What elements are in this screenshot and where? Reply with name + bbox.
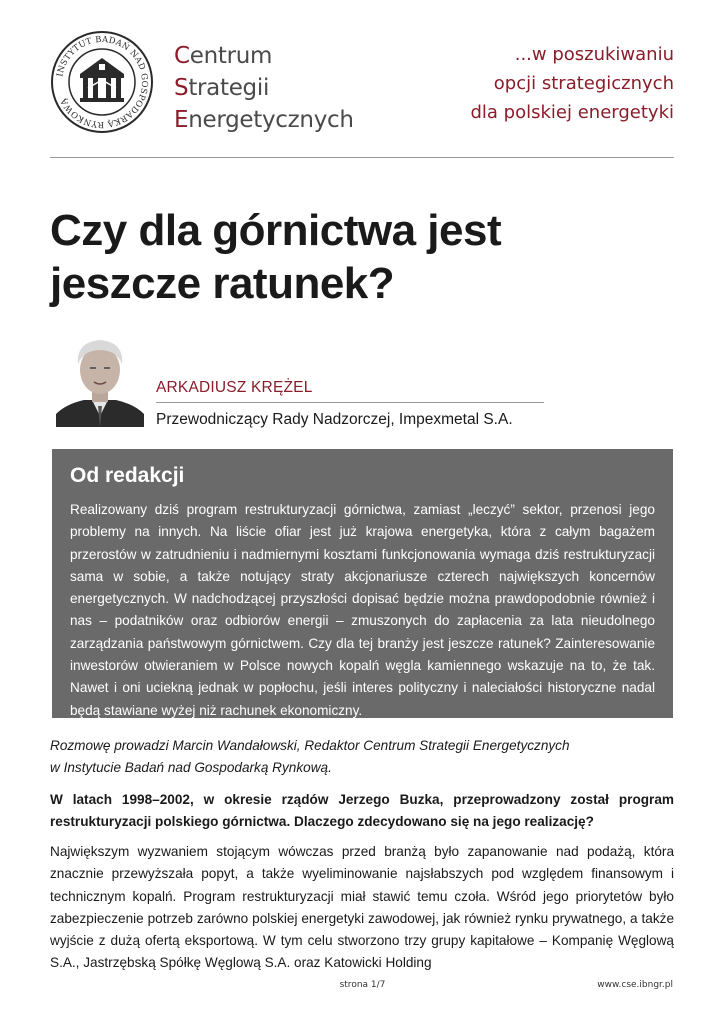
org-initial-c: C [174, 43, 190, 69]
seal-ring-text: INSTYTUT BADAŃ NAD GOSPODARKĄ RYNKOWĄ [54, 33, 151, 131]
page-header [50, 28, 674, 158]
author-role: Przewodniczący Rady Nadzorczej, Impexmetal S.A. [156, 411, 513, 428]
institute-seal-logo [50, 30, 154, 134]
intro-line-1: Rozmowę prowadzi Marcin Wandałowski, Redaktor Centrum Strategii Energetycznych [50, 738, 570, 753]
org-initial-e: E [174, 107, 189, 133]
tagline [471, 40, 675, 127]
interview-question: W latach 1998–2002, w okresie rządów Jerzego Buzka, przeprowadzony został program restrukturyzacji polskiego górnictwa. Dlaczego zdecydowano się na jego realizację? [50, 792, 674, 829]
author-name: ARKADIUSZ KRĘŻEL [156, 379, 313, 396]
title-line-2: jeszcze ratunek? [50, 259, 395, 308]
title-line-1: Czy dla górnictwa jest [50, 206, 502, 255]
tagline-line-2: opcji strategicznych [493, 73, 674, 94]
tagline-line-1: ...w poszukiwaniu [514, 44, 674, 65]
org-rest-3: nergetycznych [188, 107, 354, 133]
org-rest-1: entrum [189, 43, 273, 69]
article-title [50, 204, 674, 310]
page-number: strona 1/7 [339, 980, 386, 990]
tagline-line-3: dla polskiej energetyki [470, 102, 674, 123]
org-line-3 [174, 104, 354, 136]
organization-name [174, 40, 354, 136]
interview-intro [50, 735, 674, 779]
author-photo [56, 332, 144, 427]
author-divider [156, 402, 544, 403]
org-line-2 [174, 72, 354, 104]
editorial-box [52, 449, 673, 718]
intro-line-2: w Instytucie Badań nad Gospodarką Rynkową. [50, 760, 332, 775]
header-divider [50, 157, 674, 158]
interview-answer: Największym wyzwaniem stojącym wówczas przed branżą było zapanowanie nad podażą, która znacznie przewyższała popyt, a także wyeliminowanie najsłabszych pod względem finansowym i technicznym kopalń. Program restrukturyzacji miał stawić temu czoła. Wśród jego priorytetów było zabezpieczenie potrzeb zarówno polskiej energetyki zawodowej, jak również rynku prywatnego, a także wyjście z dużą ofertą eksportową. W tym celu stworzono trzy grupy kapitałowe – Kompanię Węglową S.A., Jastrzębską Spółkę Węglową S.A. oraz Katowicki Holding [50, 844, 674, 971]
org-line-1 [174, 40, 354, 72]
footer-url-link[interactable]: www.cse.ibngr.pl [597, 980, 673, 990]
org-rest-2: trategii [188, 75, 270, 101]
editorial-heading: Od redakcji [70, 464, 185, 487]
editorial-body: Realizowany dziś program restrukturyzacji górnictwa, zamiast „leczyć” sektor, przenosi jego problemy na innych. Na liście ofiar jest już krajowa energetyka, która z całym bagażem przerostów w zatrudnieniu i nadmiernymi kosztami funkcjonowania wymaga dziś restrukturyzacji sama w sobie, a także notujący straty akcjonariusze czterech największych koncernów energetycznych. W nadchodzącej przyszłości dopisać będzie można prawdopodobnie również i nas – podatników oraz odbiorów energii – zmuszonych do zapłacenia za lata nieudolnego zarządzania państwowym górnictwem. Czy dla tej branży jest jeszcze ratunek? Zainteresowanie inwestorów otwieraniem w Polsce nowych kopalń węgla kamiennego wskazuje na to, że tak. Nawet i oni uciekną jednak w popłochu, jeśli interes polityczny i naleciałości historyczne nadal będą stawiane wyżej niż rachunek ekonomiczny. [70, 502, 655, 718]
org-initial-s: S [174, 75, 189, 101]
